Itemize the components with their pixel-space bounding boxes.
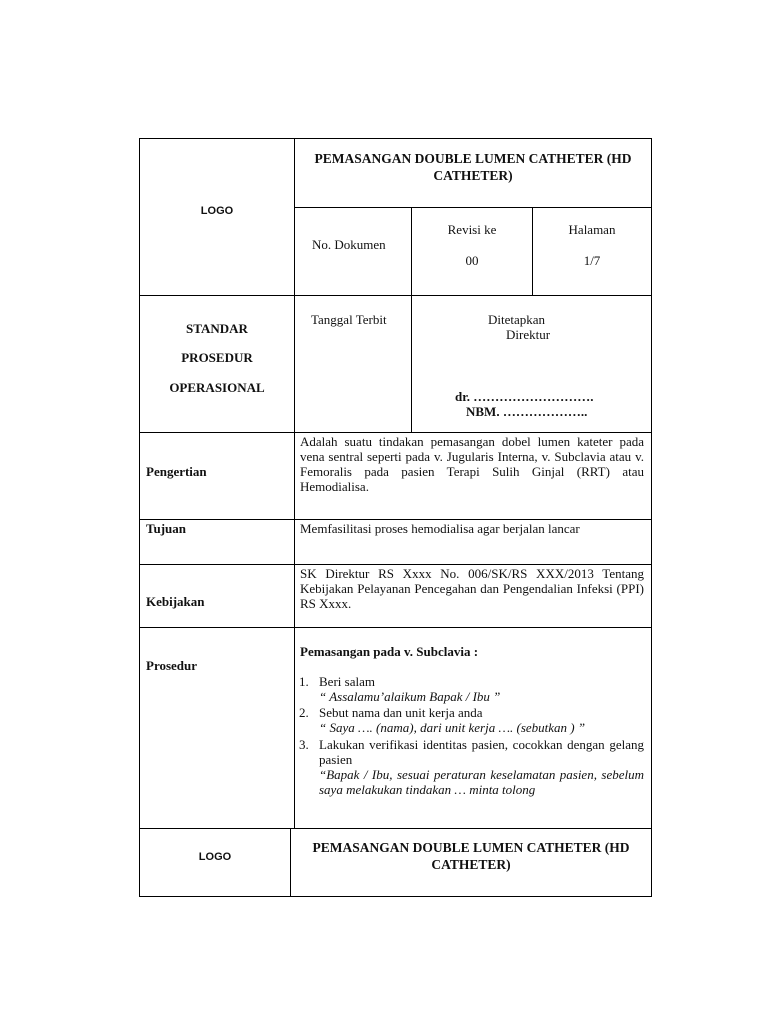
footer-table-border-right (651, 828, 652, 897)
pengertian-text: Adalah suatu tindakan pemasangan dobel lumen kateter pada vena sentral seperti pada v. Jugularis Interna, v. Subclavia atau v. Femoralis pada pasien Terapi Sulih Ginjal (RRT) atau Hemodialisa. (300, 434, 644, 494)
footer-document-title: PEMASANGAN DOUBLE LUMEN CATHETER (HD CATHETER) (312, 840, 630, 872)
table-divider (294, 207, 652, 208)
table-divider (139, 295, 652, 296)
table-divider-vertical (411, 207, 412, 433)
footer-table-border-top (139, 828, 652, 829)
kebijakan-text: SK Direktur RS Xxxx No. 006/SK/RS XXX/2013 Tentang Kebijakan Pelayanan Pencegahan dan Pengendalian Infeksi (PPI) RS Xxxx. (300, 566, 644, 611)
director-signature-line: dr. ………………………. (455, 389, 594, 404)
footer-table-border-bottom (139, 896, 652, 897)
halaman-value: 1/7 (583, 253, 601, 268)
step-text: Beri salam (319, 674, 375, 689)
halaman-label: Halaman (568, 222, 616, 237)
table-divider (139, 432, 652, 433)
step-text: Sebut nama dan unit kerja anda (319, 705, 483, 720)
nbm-line: NBM. ……………….. (466, 404, 588, 419)
step-quote: “ Saya …. (nama), dari unit kerja …. (sebutkan ) ” (319, 720, 586, 735)
tanggal-terbit-label: Tanggal Terbit (311, 312, 387, 327)
step-text: Lakukan verifikasi identitas pasien, cocokkan dengan gelang pasien (319, 737, 644, 767)
no-dokumen-label: No. Dokumen (312, 237, 386, 252)
revisi-value: 00 (465, 253, 479, 268)
sop-label-standar: STANDAR (186, 321, 248, 336)
step-quote: “Bapak / Ibu, sesuai peraturan keselamatan pasien, sebelum saya melakukan tindakan … minta tolong (319, 767, 644, 797)
tujuan-label: Tujuan (146, 521, 186, 536)
logo-placeholder: LOGO (200, 205, 234, 217)
document-title: PEMASANGAN DOUBLE LUMEN CATHETER (HD CATHETER) (314, 151, 632, 183)
kebijakan-label: Kebijakan (146, 594, 205, 609)
table-border-top (139, 138, 652, 139)
prosedur-subheading: Pemasangan pada v. Subclavia : (300, 644, 479, 659)
sop-label-prosedur: PROSEDUR (181, 350, 253, 365)
table-border-right (651, 138, 652, 829)
step-number: 2. (299, 705, 309, 720)
footer-table-divider (290, 828, 291, 897)
table-divider (139, 564, 652, 565)
table-divider-vertical (294, 138, 295, 829)
table-border-left (139, 138, 140, 829)
table-divider (139, 627, 652, 628)
prosedur-label: Prosedur (146, 658, 198, 673)
ditetapkan-label: Ditetapkan (488, 312, 546, 327)
table-divider (139, 519, 652, 520)
step-number: 1. (299, 674, 309, 689)
step-number: 3. (299, 737, 309, 752)
direktur-label: Direktur (506, 327, 551, 342)
footer-logo-placeholder: LOGO (198, 851, 232, 863)
step-quote: “ Assalamu’alaikum Bapak / Ibu ” (319, 689, 501, 704)
sop-label-operasional: OPERASIONAL (169, 380, 265, 395)
tujuan-text: Memfasilitasi proses hemodialisa agar berjalan lancar (300, 521, 580, 536)
table-divider-vertical (532, 207, 533, 296)
revisi-label: Revisi ke (447, 222, 497, 237)
pengertian-label: Pengertian (146, 464, 207, 479)
